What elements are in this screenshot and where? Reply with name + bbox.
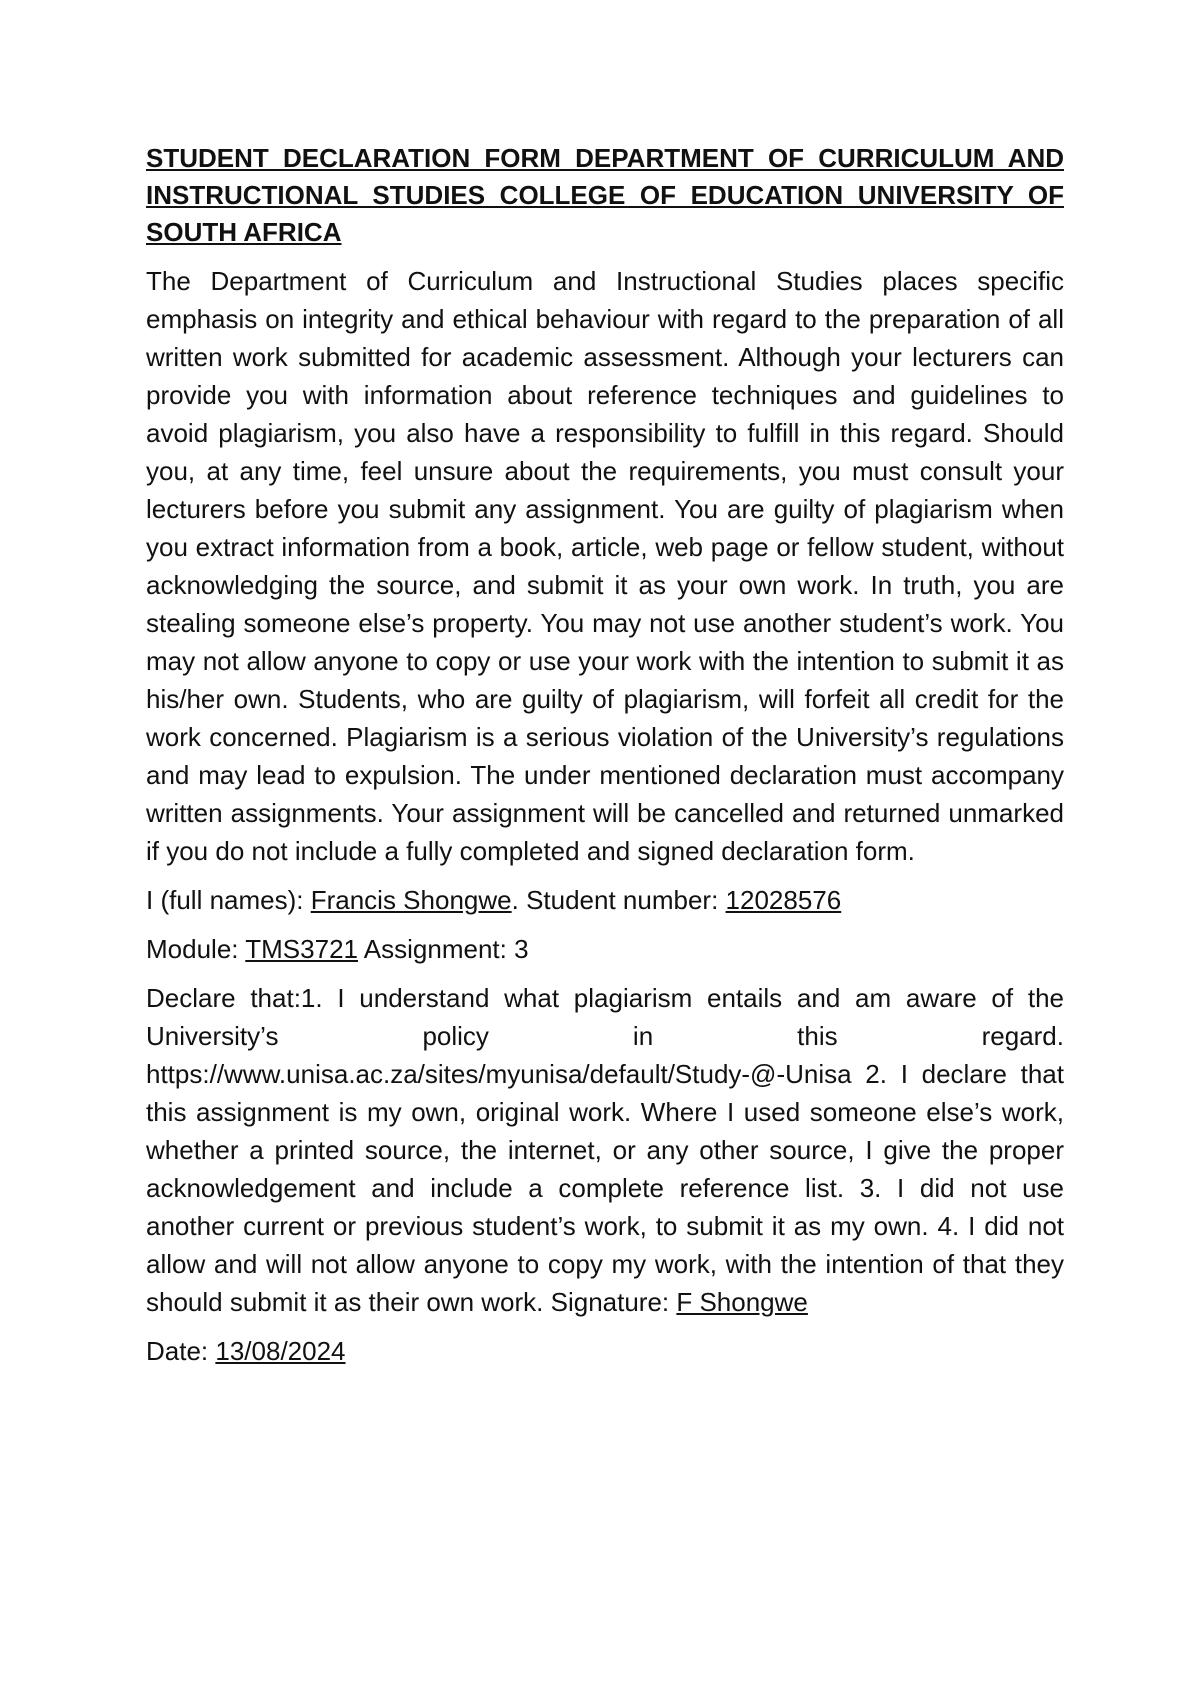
full-names-value: Francis Shongwe xyxy=(310,885,512,915)
date-value: 13/08/2024 xyxy=(215,1336,346,1366)
declaration-document xyxy=(146,140,1064,1381)
declaration-text: Declare that:1. I understand what plagiarism entails and am aware of the University’s policy in this regard. https://www.unisa.ac.za/sites/myunisa/default/Study-@-Unisa 2. I declare that this assignment is my own, original work. Where I used someone else’s work, whether a printed source, the internet, or any other source, I give the proper acknowledgement and include a complete reference list. 3. I did not use another current or previous student’s work, to submit it as my own. 4. I did not allow and will not allow anyone to copy my work, with the intention of that they should submit it as their own work. Signature: xyxy=(146,983,1064,1317)
student-number-value: 12028576 xyxy=(725,885,842,915)
full-names-label: I (full names): xyxy=(146,885,311,915)
signature-value: F Shongwe xyxy=(676,1287,808,1317)
declaration-paragraph xyxy=(146,979,1064,1321)
module-value: TMS3721 xyxy=(245,934,358,964)
assignment-text: Assignment: 3 xyxy=(358,934,529,964)
date-line xyxy=(146,1332,1064,1370)
name-period: . xyxy=(511,885,519,915)
student-number-label: Student number: xyxy=(518,885,726,915)
form-title: STUDENT DECLARATION FORM DEPARTMENT OF CURRICULUM AND INSTRUCTIONAL STUDIES COLLEGE OF EDUCATION UNIVERSITY OF SOUTH AFRICA xyxy=(146,143,1064,247)
identity-line xyxy=(146,881,1064,919)
intro-paragraph: The Department of Curriculum and Instructional Studies places specific emphasis on integrity and ethical behaviour with regard to the preparation of all written work submitted for academic assessment. Although your lecturers can provide you with information about reference techniques and guidelines to avoid plagiarism, you also have a responsibility to fulfill in this regard. Should you, at any time, feel unsure about the requirements, you must consult your lecturers before you submit any assignment. You are guilty of plagiarism when you extract information from a book, article, web page or fellow student, without acknowledging the source, and submit it as your own work. In truth, you are stealing someone else’s property. You may not use another student’s work. You may not allow anyone to copy or use your work with the intention to submit it as his/her own. Students, who are guilty of plagiarism, will forfeit all credit for the work concerned. Plagiarism is a serious violation of the University’s regulations and may lead to expulsion. The under mentioned declaration must accompany written assignments. Your assignment will be cancelled and returned unmarked if you do not include a fully completed and signed declaration form. xyxy=(146,266,1064,866)
module-line xyxy=(146,930,1064,968)
module-label: Module: xyxy=(146,934,246,964)
date-label: Date: xyxy=(146,1336,216,1366)
